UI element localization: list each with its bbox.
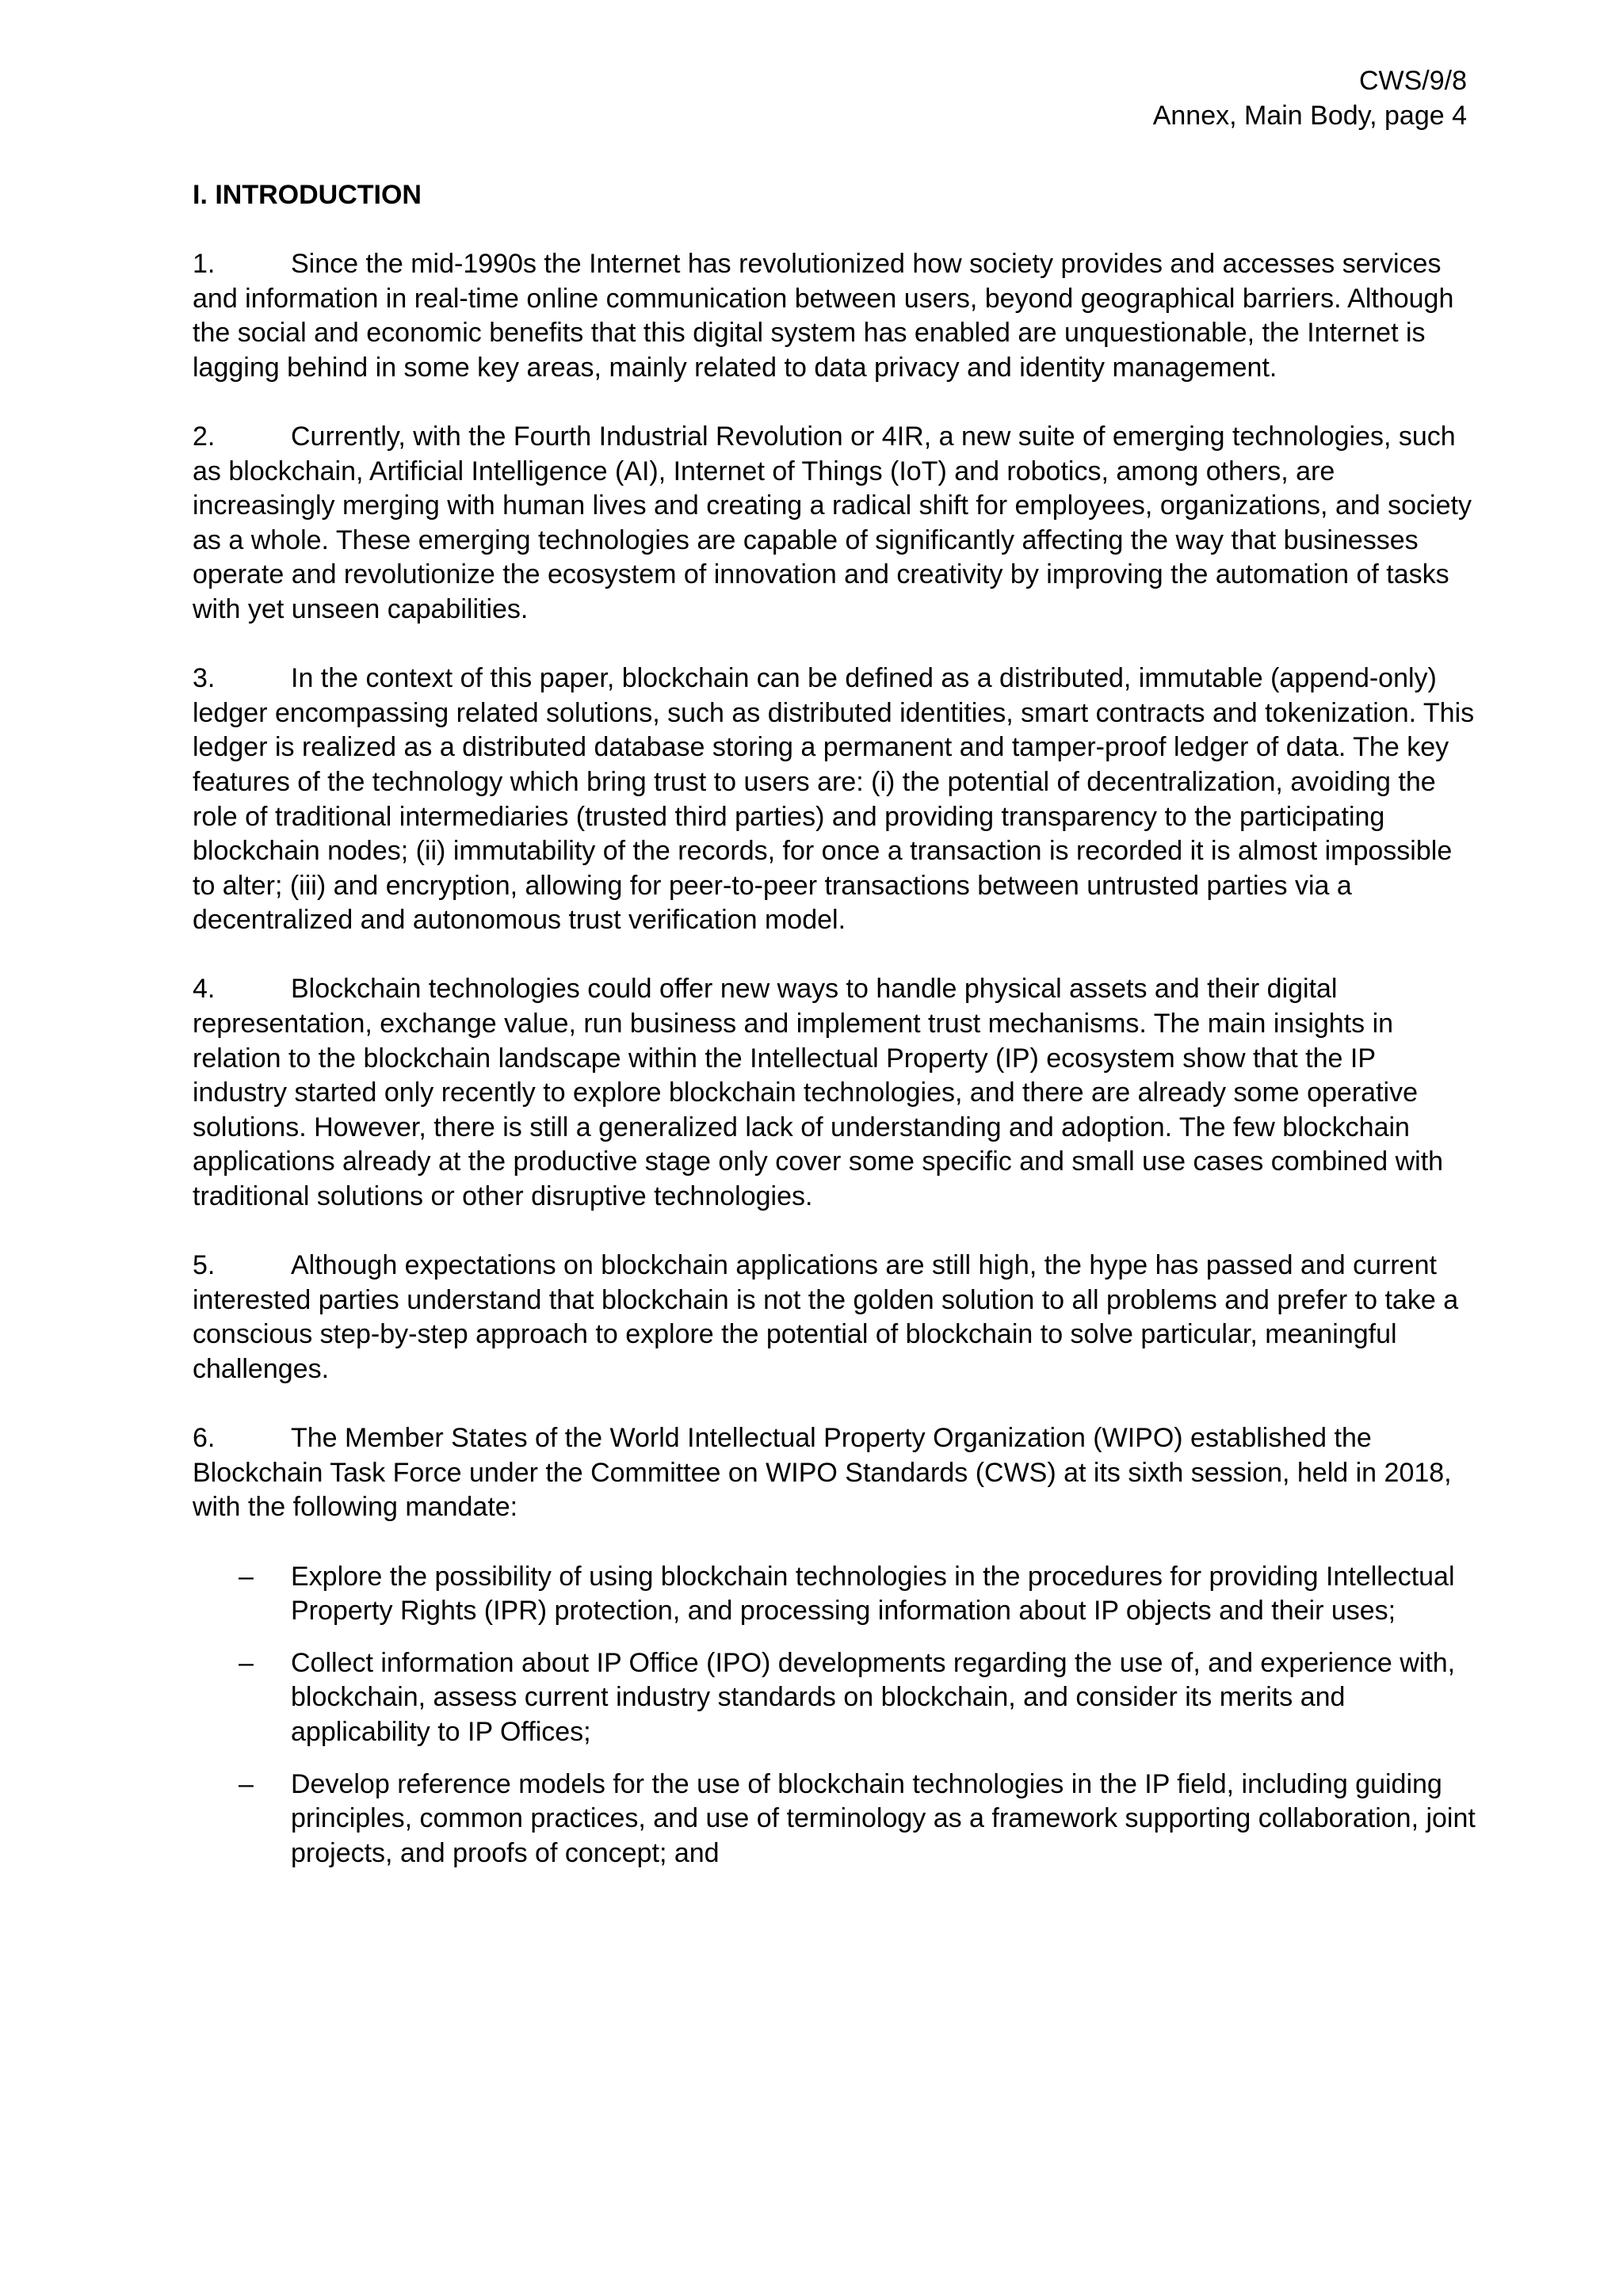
dash-bullet: – <box>239 1768 254 1799</box>
paragraph-text: The Member States of the World Intellectual Property Organization (WIPO) established the Blockchain Task Force under the Committee on WIPO Standards (CWS) at its sixth session, held in 2018, with the following mandate: <box>193 1423 1452 1523</box>
paragraph-2 <box>193 420 1476 627</box>
paragraph-text: In the context of this paper, blockchain can be defined as a distributed, immutable (append-only) ledger encompassing related solutions, such as distributed identities, smart contracts and tokenization. This ledger is realized as a distributed database storing a permanent and tamper-proof ledger of data. The key features of the technology which bring trust to users are: (i) the potential of decentralization, avoiding the role of traditional intermediaries (trusted third parties) and providing transparency to the participating blockchain nodes; (ii) immutability of the records, for once a transaction is recorded it is almost impossible to alter; (iii) and encryption, allowing for peer-to-peer transactions between untrusted parties via a decentralized and autonomous trust verification model. <box>193 663 1475 936</box>
list-item-text: Collect information about IP Office (IPO) developments regarding the use of, and experience with, blockchain, assess current industry standards on blockchain, and consider its merits and applicability to IP Offices; <box>291 1647 1456 1747</box>
document-body <box>193 177 1476 1888</box>
paragraph-text: Since the mid-1990s the Internet has revolutionized how society provides and accesses services and information in real-time online communication between users, beyond geographical barriers. Although the social and economic benefits that this digital system has enabled are unquestionable, the Internet is lagging behind in some key areas, mainly related to data privacy and identity management. <box>193 249 1454 383</box>
paragraph-number: 2. <box>193 421 216 452</box>
paragraph-number: 3. <box>193 663 216 694</box>
paragraph-4 <box>193 972 1476 1214</box>
list-item <box>193 1646 1476 1750</box>
page-header <box>1153 63 1467 133</box>
paragraph-text: Blockchain technologies could offer new ways to handle physical assets and their digital representation, exchange value, run business and implement trust mechanisms. The main insights in relation to the blockchain landscape within the Intellectual Property (IP) ecosystem show that the IP industry started only recently to explore blockchain technologies, and there are already some operative solutions. However, there is still a generalized lack of understanding and adoption. The few blockchain applications already at the productive stage only cover some specific and small use cases combined with traditional solutions or other disruptive technologies. <box>193 974 1444 1212</box>
list-item <box>193 1768 1476 1871</box>
document-code: CWS/9/8 <box>1358 66 1467 96</box>
list-item-text: Explore the possibility of using blockchain technologies in the procedures for providing Intellectual Property Rights (IPR) protection, and processing information about IP objects and their uses; <box>291 1561 1455 1627</box>
list-item <box>193 1560 1476 1629</box>
paragraph-number: 1. <box>193 249 216 279</box>
paragraph-text: Although expectations on blockchain applications are still high, the hype has passed and current interested parties understand that blockchain is not the golden solution to all problems and prefer to take a conscious step-by-step approach to explore the potential of blockchain to solve particular, meaningful challenges. <box>193 1250 1459 1384</box>
paragraph-3 <box>193 662 1476 938</box>
paragraph-number: 6. <box>193 1423 216 1454</box>
paragraph-1 <box>193 247 1476 385</box>
paragraph-text: Currently, with the Fourth Industrial Revolution or 4IR, a new suite of emerging technologies, such as blockchain, Artificial Intelligence (AI), Internet of Things (IoT) and robotics, among others, are increasingly merging with human lives and creating a radical shift for employees, organizations, and society as a whole. These emerging technologies are capable of significantly affecting the way that businesses operate and revolutionize the ecosystem of innovation and creativity by improving the automation of tasks with yet unseen capabilities. <box>193 421 1472 624</box>
paragraph-5 <box>193 1249 1476 1386</box>
dash-bullet: – <box>239 1647 254 1678</box>
paragraph-number: 5. <box>193 1250 216 1281</box>
page-reference: Annex, Main Body, page 4 <box>1152 101 1467 131</box>
mandate-list <box>193 1560 1476 1871</box>
list-item-text: Develop reference models for the use of blockchain technologies in the IP field, including guiding principles, common practices, and use of terminology as a framework supporting collaboration, joint projects, and proofs of concept; and <box>291 1768 1476 1868</box>
paragraph-number: 4. <box>193 974 216 1005</box>
paragraph-6 <box>193 1421 1476 1525</box>
section-title: I. INTRODUCTION <box>193 180 422 210</box>
dash-bullet: – <box>239 1561 254 1592</box>
